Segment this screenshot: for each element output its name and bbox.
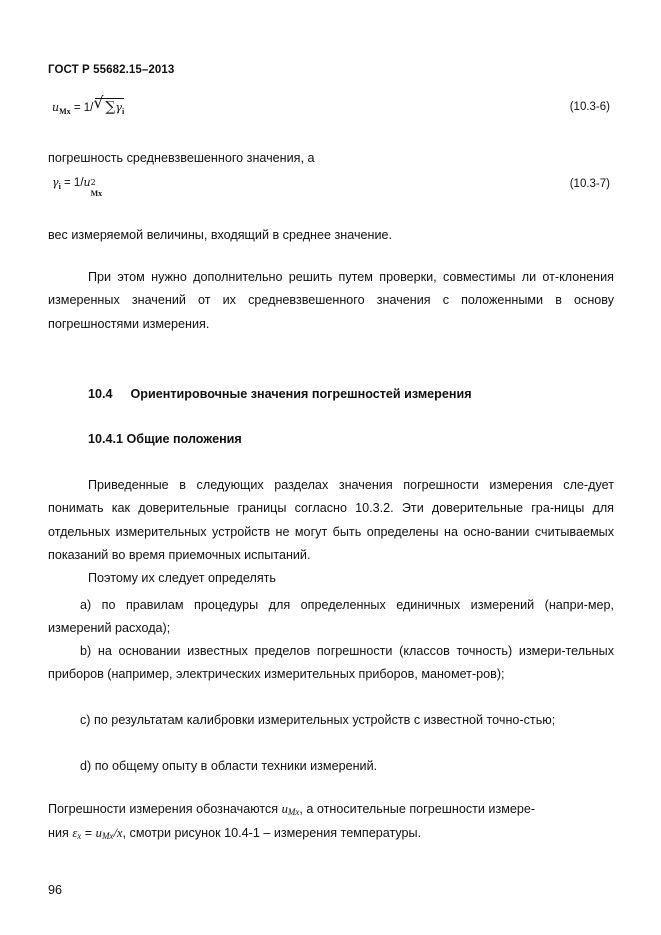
epsilon-subscript: x [77, 831, 82, 841]
sqrt-expression [93, 93, 125, 116]
formula-superscript: 2 [90, 178, 96, 187]
text-span: , а относительные погрешности измере- [299, 802, 536, 816]
gamma-subscript: i [58, 182, 61, 191]
formula-equals: = 1/ [70, 102, 94, 114]
document-header: ГОСТ Р 55682.15–2013 [48, 64, 175, 76]
u-subscript: Mx [287, 807, 300, 817]
text-span: = [81, 826, 96, 840]
text-line: вес измеряемой величины, входящий в среднее значение. [48, 228, 393, 242]
section-heading [88, 387, 472, 401]
list-item-d: d) по общему опыту в области техники измерений. [80, 759, 378, 773]
u-symbol: u [95, 826, 102, 840]
text-line: погрешность средневзвешенного значения, а [48, 151, 315, 165]
sqrt-icon: √ [93, 93, 104, 112]
text-span: ния [48, 826, 73, 840]
u-symbol: u [281, 802, 288, 816]
gamma-subscript: i [121, 107, 125, 116]
formula-u-subscript: Mx [59, 107, 71, 116]
formula-equals: = 1/ [60, 177, 84, 189]
paragraph-line: Поэтому их следует определять [88, 571, 276, 585]
gamma-symbol: γ [115, 101, 122, 114]
formula-u-subscript: Mx [90, 189, 103, 198]
section-number: 10.4 [88, 387, 113, 401]
text-span: /x [113, 826, 123, 840]
equation-number-10-3-6: (10.3-6) [569, 101, 610, 113]
paragraph: При этом нужно дополнительно решить путем проверки, совместимы ли от-клонения измеренных значений от их средневзвешенного значения с положенными в основу погрешностями измерения. [48, 270, 614, 331]
subsection-heading: 10.4.1 Общие положения [88, 432, 242, 446]
paragraph: Приведенные в следующих разделах значения погрешности измерения сле-дует понимать как доверительные границы согласно 10.3.2. Эти доверительные гра-ницы для отдельных измерительных устройств не могут быть определены на осно-вании считываемых показаний во время приемочных испытаний. [48, 478, 614, 563]
final-line-1 [48, 802, 535, 817]
gamma-symbol: γ [52, 176, 59, 189]
formula-u-symbol: u [52, 101, 60, 114]
section-title: Ориентировочные значения погрешностей измерения [130, 387, 472, 401]
formula-u-symbol: u [83, 176, 91, 189]
equation-number-10-3-7: (10.3-7) [569, 178, 610, 190]
sum-symbol: ∑ [105, 99, 116, 115]
final-line-2 [48, 826, 421, 841]
formula-10-3-7 [52, 176, 105, 198]
page-number: 96 [48, 883, 63, 897]
formula-10-3-6 [52, 93, 125, 116]
list-item-b: b) на основании известных пределов погрешности (классов точность) измери-тельных приборов (например, электрических измерительных приборов, маномет-ров); [48, 644, 614, 682]
epsilon-symbol: ε [72, 826, 78, 840]
list-item-c: с) по результатам калибровки измерительных устройств с известной точно-стью; [80, 713, 556, 727]
text-span: , смотри рисунок 10.4-1 – измерения температуры. [122, 826, 422, 840]
list-item-a: а) по правилам процедуры для определенных единичных измерений (напри-мер, измерений расхода); [48, 598, 614, 636]
text-span: Погрешности измерения обозначаются [48, 802, 282, 816]
u-subscript: Mx [101, 831, 114, 841]
